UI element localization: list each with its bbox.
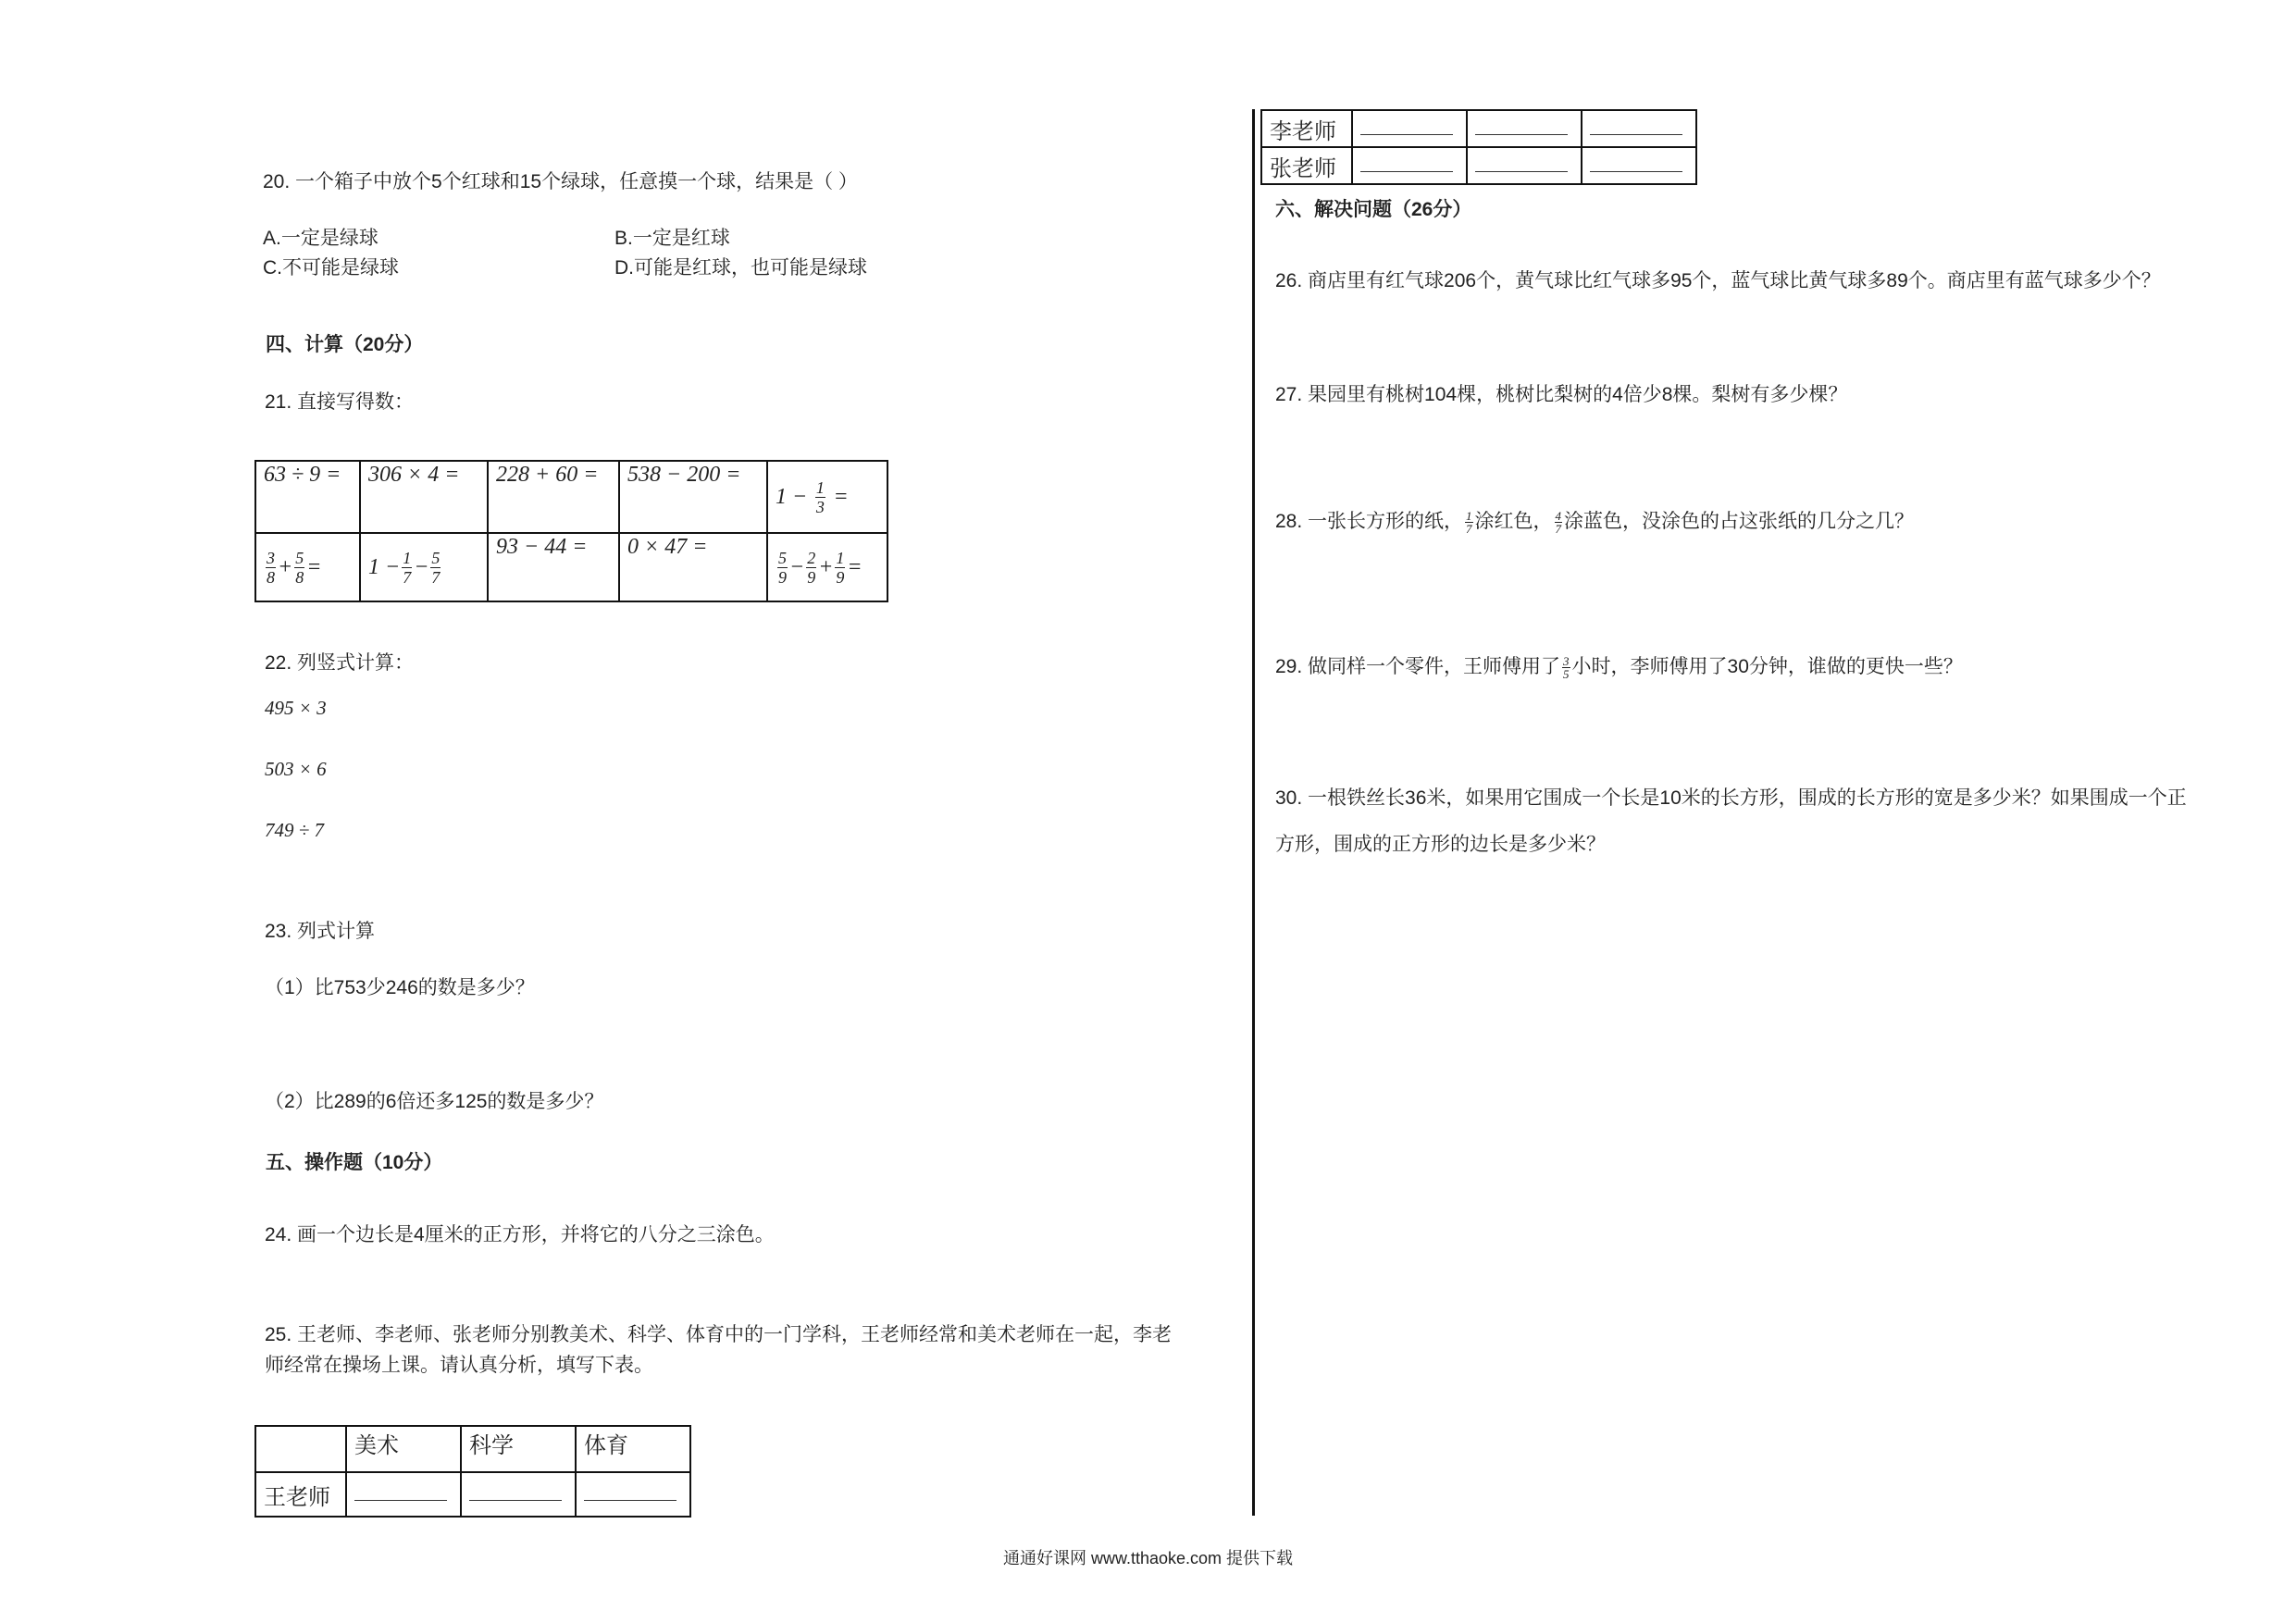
q25-table-part1 — [254, 1425, 691, 1518]
answer-blank[interactable] — [1352, 147, 1467, 184]
q20-option-b[interactable]: B.一定是红球 — [614, 228, 730, 249]
section-5-heading: 五、操作题（10分） — [266, 1152, 443, 1173]
q23-part2: （2）比289的6倍还多125的数是多少？ — [265, 1091, 604, 1112]
header-cell: 体育 — [576, 1426, 690, 1472]
answer-blank[interactable] — [1582, 147, 1696, 184]
q25-line2: 师经常在操场上课。请认真分析，填写下表。 — [265, 1355, 653, 1376]
q21-cell[interactable]: 306 × 4 = — [360, 461, 488, 533]
answer-blank[interactable] — [346, 1472, 461, 1517]
q21-cell[interactable]: 1 − $\frac{1}{7}$ − $\frac{5}{7}$ — [360, 533, 488, 601]
answer-blank[interactable] — [1352, 110, 1467, 147]
q25-line1: 25. 王老师、李老师、张老师分别教美术、科学、体育中的一门学科，王老师经常和美术老师在一起，李老 — [265, 1324, 1173, 1345]
q22-item: 503 × 6 — [265, 758, 327, 780]
q28-text: 28. 一张长方形的纸， $\frac{1}{7}$ 涂红色， $\frac{4}{7}$ 涂蓝色，没涂色的占这张纸的几分之几？ — [1275, 509, 1915, 536]
answer-blank[interactable] — [1467, 147, 1582, 184]
section-6-heading: 六、解决问题（26分） — [1275, 199, 1472, 220]
q27-text: 27. 果园里有桃树104棵，桃树比梨树的4倍少8棵。梨树有多少棵？ — [1275, 384, 1848, 405]
teacher-label: 张老师 — [1261, 147, 1352, 184]
section-4-heading: 四、计算（20分） — [266, 334, 424, 355]
teacher-label: 王老师 — [255, 1472, 346, 1517]
q29-text: 29. 做同样一个零件，王师傅用了 $\frac{3}{5}$ 小时，李师傅用了30分钟，谁做的更快一些？ — [1275, 654, 1963, 681]
q21-cell[interactable]: 538 − 200 = — [619, 461, 767, 533]
q21-cell[interactable]: 0 × 47 = — [619, 533, 767, 601]
q21-table — [254, 460, 888, 602]
q21-cell[interactable]: 63 ÷ 9 = — [255, 461, 360, 533]
teacher-label: 李老师 — [1261, 110, 1352, 147]
q22-item: 749 ÷ 7 — [265, 819, 325, 841]
header-cell: 科学 — [461, 1426, 576, 1472]
column-divider — [1252, 109, 1255, 1516]
q23-label: 23. 列式计算 — [265, 921, 376, 942]
q21-label: 21. 直接写得数： — [265, 391, 415, 413]
answer-blank[interactable] — [1467, 110, 1582, 147]
q23-part1: （1）比753少246的数是多少？ — [265, 977, 535, 998]
q21-cell[interactable]: $\frac{5}{9}$ − $\frac{2}{9}$ + $\frac{1}{9}$ = — [767, 533, 887, 601]
q24-text: 24. 画一个边长是4厘米的正方形，并将它的八分之三涂色。 — [265, 1224, 775, 1245]
q30-line1: 30. 一根铁丝长36米，如果用它围成一个长是10米的长方形，围成的长方形的宽是多少米？如果围成一个正 — [1275, 787, 2187, 809]
header-cell: 美术 — [346, 1426, 461, 1472]
q21-cell[interactable]: $\frac{3}{8}$ + $\frac{5}{8}$ = — [255, 533, 360, 601]
answer-blank[interactable] — [576, 1472, 690, 1517]
q20-option-a[interactable]: A.一定是绿球 — [263, 228, 379, 249]
q22-label: 22. 列竖式计算： — [265, 652, 415, 674]
q20-option-d[interactable]: D.可能是红球，也可能是绿球 — [614, 257, 867, 279]
answer-blank[interactable] — [461, 1472, 576, 1517]
answer-blank[interactable] — [1582, 110, 1696, 147]
q21-cell[interactable]: 228 + 60 = — [488, 461, 619, 533]
q21-cell[interactable]: 93 − 44 = — [488, 533, 619, 601]
q30-line2: 方形，围成的正方形的边长是多少米？ — [1275, 834, 1606, 855]
q20-option-c[interactable]: C.不可能是绿球 — [263, 257, 399, 279]
q25-table-part2 — [1260, 109, 1697, 185]
q21-cell[interactable]: 1 − $\frac{1}{3}$ = — [767, 461, 887, 533]
q22-item: 495 × 3 — [265, 697, 327, 719]
footer: 通通好课网 www.tthaoke.com 提供下载 — [1002, 1549, 1294, 1567]
q26-text: 26. 商店里有红气球206个，黄气球比红气球多95个，蓝气球比黄气球多89个。商店里有蓝气球多少个？ — [1275, 270, 2161, 291]
q20-stem: 20. 一个箱子中放个5个红球和15个绿球，任意摸一个球，结果是（ ） — [263, 171, 858, 192]
